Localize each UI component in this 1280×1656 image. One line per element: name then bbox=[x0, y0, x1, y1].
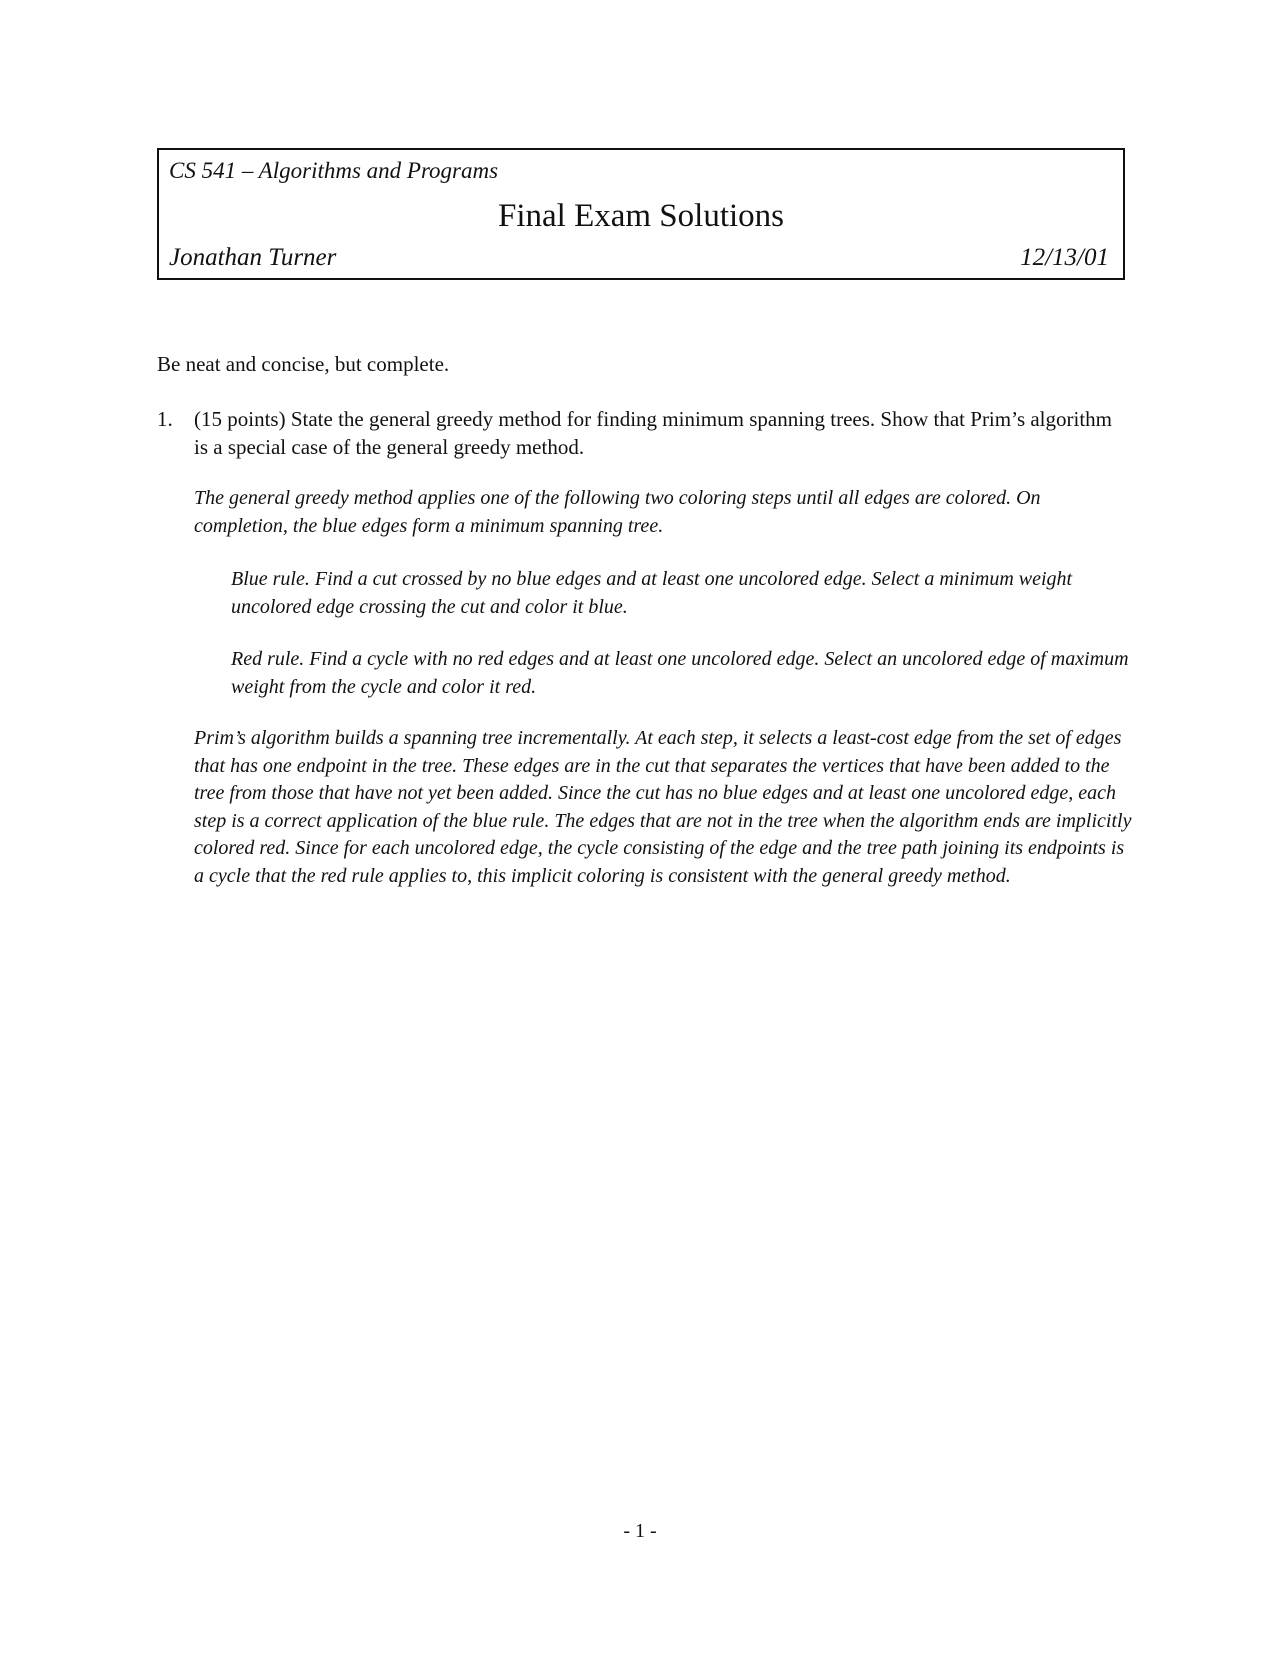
header-box bbox=[157, 148, 1125, 280]
author-name: Jonathan Turner bbox=[169, 244, 337, 271]
course-name: CS 541 – Algorithms and Programs bbox=[169, 158, 499, 183]
red-rule: Red rule. Find a cycle with no red edges and at least one uncolored edge. Select an uncolored edge of maximum weight from the cycle and color it red. bbox=[231, 648, 1129, 698]
blue-rule: Blue rule. Find a cut crossed by no blue edges and at least one uncolored edge. Select a minimum weight uncolored edge crossing the cut and color it blue. bbox=[231, 568, 1073, 618]
question-number: 1. bbox=[157, 407, 173, 431]
exam-date: 12/13/01 bbox=[1020, 244, 1109, 271]
solution-intro: The general greedy method applies one of the following two coloring steps until all edges are colored. On completion, the blue edges form a minimum spanning tree. bbox=[194, 487, 1041, 537]
question-text: (15 points) State the general greedy method for finding minimum spanning trees. Show that Prim’s algorithm is a special case of the general greedy method. bbox=[194, 407, 1113, 459]
prim-explanation: Prim’s algorithm builds a spanning tree incrementally. At each step, it selects a least-cost edge from the set of edges that has one endpoint in the tree. These edges are in the cut that separates the vertices that have been added to the tree from those that have not yet been added. Since the cut has no blue edges and at least one uncolored edge, each step is a correct application of the blue rule. The edges that are not in the tree when the algorithm ends are implicitly colored red. Since for each uncolored edge, the cycle consisting of the edge and the tree path joining its endpoints is a cycle that the red rule applies to, this implicit coloring is consistent with the general greedy method. bbox=[194, 727, 1132, 887]
instructions: Be neat and concise, but complete. bbox=[157, 352, 450, 376]
page-title: Final Exam Solutions bbox=[497, 198, 784, 234]
page-number: - 1 - bbox=[623, 1520, 657, 1542]
